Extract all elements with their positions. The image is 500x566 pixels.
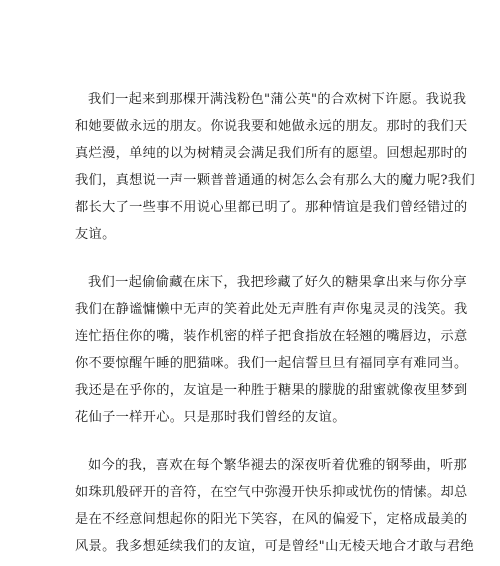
- text-line: 你不要惊醒午睡的肥猫咪。我们一起信誓旦旦有福同享有难同当。: [75, 356, 468, 371]
- text-line: 我们在静谧慵懒中无声的笑着此处无声胜有声你鬼灵灵的浅笑。我: [75, 302, 468, 317]
- text-line: 风景。我多想延续我们的友谊，可是曾经"山无棱天地合才敢与君绝: [75, 539, 475, 554]
- text-line: 如珠玑般砰开的音符，在空气中弥漫开快乐抑或忧伤的情愫。却总: [75, 485, 468, 500]
- paragraph-1: [75, 86, 476, 248]
- text-line: 友谊。: [75, 227, 116, 242]
- text-line: 和她要做永远的朋友。你说我要和她做永远的朋友。那时的我们天: [75, 119, 468, 134]
- text-line: 我们，真想说一声一颗普普通通的树怎么会有那么大的魔力呢?我们: [75, 173, 476, 188]
- paragraph-3: [75, 452, 475, 560]
- text-line: 我们一起来到那棵开满浅粉色"蒲公英"的合欢树下许愿。我说我: [88, 92, 467, 107]
- text-line: 都长大了一些事不用说心里都已明了。那种情谊是我们曾经错过的: [75, 200, 468, 215]
- text-line: 如今的我，喜欢在每个繁华褪去的深夜听着优雅的钢琴曲，听那: [88, 458, 468, 473]
- text-line: 我还是在乎你的，友谊是一种胜于糖果的朦胧的甜蜜就像夜里梦到: [75, 383, 468, 398]
- text-line: 我们一起偷偷藏在床下，我把珍藏了好久的糖果拿出来与你分享: [88, 275, 468, 290]
- text-line: 花仙子一样开心。只是那时我们曾经的友谊。: [75, 410, 346, 425]
- bottom-fade: [0, 558, 500, 566]
- text-line: 真烂漫，单纯的以为树精灵会满足我们所有的愿望。回想起那时的: [75, 146, 468, 161]
- text-line: 是在不经意间想起你的阳光下笑容，在风的偏爱下，定格成最美的: [75, 512, 468, 527]
- paragraph-2: [75, 269, 468, 431]
- text-line: 连忙捂住你的嘴，装作机密的样子把食指放在轻翘的嘴唇边，示意: [75, 329, 468, 344]
